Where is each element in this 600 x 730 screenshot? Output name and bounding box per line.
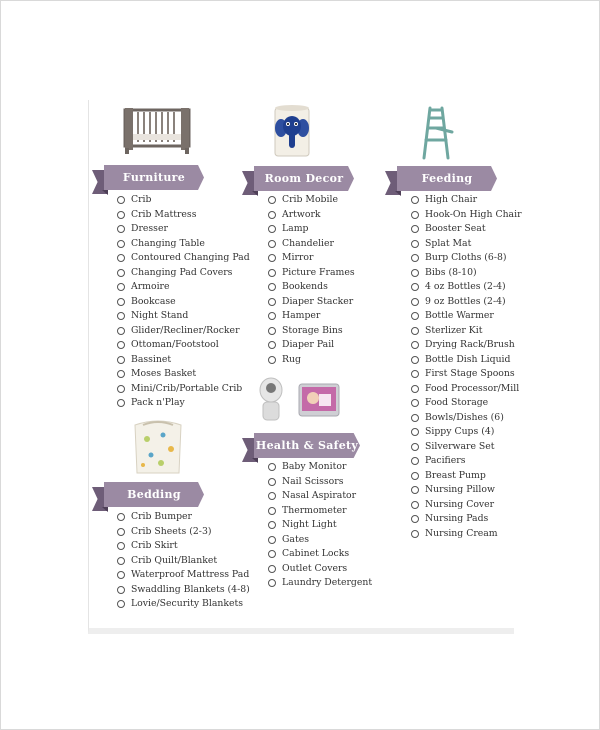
checklist-item-label: Nursing Cream [425, 527, 498, 539]
checkbox-circle-icon[interactable] [268, 507, 276, 515]
checklist-item-label: Contoured Changing Pad [131, 252, 250, 263]
checklist-item[interactable] [411, 469, 522, 484]
checklist-item[interactable] [411, 324, 522, 339]
checklist-item[interactable] [411, 396, 522, 411]
checklist-item-label: Changing Pad Covers [131, 266, 233, 278]
checklist-item[interactable] [268, 533, 372, 548]
checkbox-circle-icon[interactable] [411, 370, 419, 378]
checkbox-circle-icon[interactable] [117, 298, 125, 306]
checklist-item-label: Pack n'Play [131, 397, 185, 408]
checkbox-circle-icon[interactable] [411, 211, 419, 219]
checklist-item[interactable] [268, 460, 372, 475]
checklist-item-label: Laundry Detergent [282, 577, 373, 588]
checklist-item[interactable] [411, 382, 522, 397]
health-safety-title: Health & Safety [255, 439, 359, 452]
checkbox-circle-icon[interactable] [411, 385, 419, 393]
checkbox-circle-icon[interactable] [411, 399, 419, 407]
room-decor-title: Room Decor [264, 172, 344, 185]
checkbox-circle-icon[interactable] [268, 283, 276, 291]
checklist-item-label: Food Processor/Mill [425, 382, 520, 394]
checkbox-circle-icon[interactable] [117, 211, 125, 219]
checklist-item-label: Night Stand [131, 310, 189, 321]
checkbox-circle-icon[interactable] [268, 225, 276, 233]
checklist-item-label: Bassinet [131, 353, 172, 365]
checklist-item-label: Changing Table [131, 237, 205, 249]
checklist-item-label: Artwork [282, 208, 321, 220]
checkbox-circle-icon[interactable] [117, 513, 125, 521]
checkbox-circle-icon[interactable] [117, 385, 125, 393]
checkbox-circle-icon[interactable] [268, 356, 276, 364]
checklist-item-label: Bowls/Dishes (6) [425, 411, 504, 423]
baby-monitor-image [253, 374, 343, 422]
checkbox-circle-icon[interactable] [411, 327, 419, 335]
checklist-item[interactable] [268, 251, 355, 266]
checkbox-circle-icon[interactable] [117, 356, 125, 364]
checklist-item-label: Swaddling Blankets (4-8) [131, 583, 250, 595]
checkbox-circle-icon[interactable] [411, 356, 419, 364]
checkbox-circle-icon[interactable] [411, 312, 419, 320]
checkbox-circle-icon[interactable] [268, 579, 276, 587]
checklist-item[interactable] [411, 237, 522, 252]
checkbox-circle-icon[interactable] [411, 240, 419, 248]
furniture-ribbon [92, 165, 204, 190]
feeding-ribbon [385, 166, 497, 191]
checklist-item[interactable] [268, 475, 372, 490]
checklist-item-label: Bibs (8-10) [425, 266, 477, 278]
checklist-item[interactable] [117, 396, 250, 411]
checklist-item[interactable] [268, 547, 372, 562]
checkbox-circle-icon[interactable] [268, 463, 276, 471]
checkbox-circle-icon[interactable] [117, 254, 125, 262]
checklist-item[interactable] [411, 208, 522, 223]
checklist-item[interactable] [411, 280, 522, 295]
checkbox-circle-icon[interactable] [411, 428, 419, 436]
checklist-item[interactable] [411, 527, 522, 542]
checkbox-circle-icon[interactable] [411, 501, 419, 509]
checklist-item-label: Dresser [131, 223, 168, 234]
checkbox-circle-icon[interactable] [117, 370, 125, 378]
checkbox-circle-icon[interactable] [268, 327, 276, 335]
checkbox-circle-icon[interactable] [268, 254, 276, 262]
checkbox-circle-icon[interactable] [117, 341, 125, 349]
room-decor-ribbon [242, 166, 354, 191]
checklist-item[interactable] [411, 309, 522, 324]
checkbox-circle-icon[interactable] [268, 196, 276, 204]
checklist-item-label: Waterproof Mattress Pad [131, 569, 250, 580]
checkbox-circle-icon[interactable] [117, 557, 125, 565]
checklist-item[interactable] [268, 193, 355, 208]
checklist-item-label: Rug [282, 353, 301, 365]
furniture-list [117, 193, 250, 411]
storage-basket-image [129, 417, 187, 477]
checklist-item-label: Hook-On High Chair [425, 208, 522, 220]
checkbox-circle-icon[interactable] [117, 283, 125, 291]
furniture-title: Furniture [122, 171, 186, 184]
checklist-item[interactable] [268, 208, 355, 223]
checkbox-circle-icon[interactable] [268, 492, 276, 500]
checklist-item[interactable] [411, 367, 522, 382]
checklist-item[interactable] [411, 411, 522, 426]
checkbox-circle-icon[interactable] [117, 399, 125, 407]
checklist-item[interactable] [411, 512, 522, 527]
checklist-item-label: Nursing Pillow [425, 484, 495, 495]
checkbox-circle-icon[interactable] [117, 542, 125, 550]
checkbox-circle-icon[interactable] [411, 457, 419, 465]
checklist-item[interactable] [268, 324, 355, 339]
checklist-item-label: 4 oz Bottles (2-4) [425, 281, 506, 292]
checklist-item[interactable] [268, 338, 355, 353]
checklist-item[interactable] [268, 222, 355, 237]
checklist-item-label: Nursing Pads [425, 513, 489, 524]
checkbox-circle-icon[interactable] [268, 478, 276, 486]
checklist-item-label: Pacifiers [425, 455, 466, 466]
checklist-item[interactable] [411, 353, 522, 368]
checklist-item[interactable] [117, 309, 250, 324]
checklist-item-label: Nasal Aspirator [282, 490, 357, 501]
checklist-item-label: Crib Sheets (2-3) [131, 525, 212, 537]
checklist-item-label: Storage Bins [282, 324, 343, 336]
checklist-item-label: Bookends [282, 281, 328, 292]
checklist-item[interactable] [411, 266, 522, 281]
checklist-item[interactable] [411, 483, 522, 498]
checkbox-circle-icon[interactable] [117, 225, 125, 233]
checkbox-circle-icon[interactable] [117, 600, 125, 608]
checklist-item[interactable] [268, 309, 355, 324]
checklist-item[interactable] [411, 338, 522, 353]
checklist-item-label: Crib [131, 194, 152, 205]
checkbox-circle-icon[interactable] [411, 443, 419, 451]
checklist-item-label: Breast Pump [425, 469, 486, 481]
checklist-item[interactable] [117, 237, 250, 252]
checklist-item-label: Bottle Warmer [425, 310, 494, 321]
checkbox-circle-icon[interactable] [268, 536, 276, 544]
checklist-item[interactable] [117, 222, 250, 237]
checklist-item[interactable] [411, 295, 522, 310]
checkbox-circle-icon[interactable] [411, 298, 419, 306]
checklist-item[interactable] [117, 324, 250, 339]
checklist-item-label: Baby Monitor [282, 461, 347, 472]
checklist-item[interactable] [268, 576, 372, 591]
checklist-item[interactable] [411, 222, 522, 237]
checklist-item[interactable] [411, 498, 522, 513]
checklist-item-label: Burp Cloths (6-8) [425, 252, 507, 263]
checklist-item-label: Sippy Cups (4) [425, 426, 495, 437]
checklist-item-label: Lovie/Security Blankets [131, 598, 244, 609]
checklist-item-label: Nail Scissors [282, 475, 344, 487]
checklist-item[interactable] [117, 353, 250, 368]
checklist-item-label: Drying Rack/Brush [425, 339, 515, 350]
checklist-item[interactable] [411, 251, 522, 266]
checkbox-circle-icon[interactable] [411, 530, 419, 538]
checkbox-circle-icon[interactable] [268, 550, 276, 558]
checklist-item-label: Lamp [282, 223, 309, 234]
checklist-item[interactable] [268, 353, 355, 368]
checklist-item-label: Picture Frames [282, 266, 355, 278]
checkbox-circle-icon[interactable] [411, 414, 419, 422]
high-chair-image [416, 104, 456, 160]
checkbox-circle-icon[interactable] [411, 486, 419, 494]
checkbox-circle-icon[interactable] [117, 571, 125, 579]
checklist-item-label: Gates [282, 533, 309, 545]
health-safety-ribbon [242, 433, 360, 458]
checklist-item[interactable] [117, 367, 250, 382]
crib-image [122, 104, 192, 156]
checklist-item[interactable] [117, 525, 250, 540]
checklist-item-label: Cabinet Locks [282, 548, 350, 559]
checklist-item[interactable] [117, 382, 250, 397]
checklist-item-label: Booster Seat [425, 223, 486, 234]
checkbox-circle-icon[interactable] [411, 515, 419, 523]
checkbox-circle-icon[interactable] [117, 327, 125, 335]
checklist-item[interactable] [268, 504, 372, 519]
bedding-title: Bedding [127, 488, 181, 501]
checklist-item[interactable] [268, 280, 355, 295]
checkbox-circle-icon[interactable] [117, 586, 125, 594]
checklist-item-label: High Chair [425, 194, 478, 205]
checklist-item-label: Silverware Set [425, 440, 495, 452]
checklist-item-label: First Stage Spoons [425, 368, 515, 379]
checklist-item-label: Splat Mat [425, 237, 472, 249]
checkbox-circle-icon[interactable] [411, 225, 419, 233]
checklist-item-label: Armoire [131, 281, 170, 292]
checklist-item-label: Hamper [282, 310, 321, 321]
checklist-item[interactable] [411, 425, 522, 440]
checklist-item-label: Crib Quilt/Blanket [131, 554, 218, 566]
checklist-item-label: Moses Basket [131, 368, 197, 379]
checklist-item[interactable] [268, 266, 355, 281]
checklist-item[interactable] [117, 295, 250, 310]
checklist-item[interactable] [268, 295, 355, 310]
checklist-item[interactable] [411, 454, 522, 469]
checklist-item[interactable] [117, 597, 250, 612]
checklist-item-label: Glider/Recliner/Rocker [131, 324, 240, 336]
health-safety-list [268, 460, 372, 591]
checklist-sheet [88, 100, 522, 634]
checklist-item[interactable] [411, 440, 522, 455]
checkbox-circle-icon[interactable] [268, 312, 276, 320]
checkbox-circle-icon[interactable] [117, 240, 125, 248]
checkbox-circle-icon[interactable] [411, 341, 419, 349]
checkbox-circle-icon[interactable] [268, 565, 276, 573]
checklist-item-label: Crib Skirt [131, 540, 178, 551]
checkbox-circle-icon[interactable] [268, 521, 276, 529]
checklist-item-label: Ottoman/Footstool [131, 339, 219, 350]
checkbox-circle-icon[interactable] [117, 269, 125, 277]
checkbox-circle-icon[interactable] [268, 341, 276, 349]
feeding-list [411, 193, 522, 541]
checklist-item-label: Nursing Cover [425, 498, 495, 510]
checkbox-circle-icon[interactable] [117, 196, 125, 204]
checklist-item[interactable] [117, 554, 250, 569]
checklist-item[interactable] [117, 539, 250, 554]
checkbox-circle-icon[interactable] [268, 211, 276, 219]
checklist-item-label: 9 oz Bottles (2-4) [425, 295, 506, 307]
checkbox-circle-icon[interactable] [411, 269, 419, 277]
checklist-item[interactable] [117, 251, 250, 266]
checkbox-circle-icon[interactable] [268, 240, 276, 248]
checkbox-circle-icon[interactable] [268, 298, 276, 306]
checklist-item[interactable] [117, 266, 250, 281]
checklist-item[interactable] [268, 562, 372, 577]
checklist-item[interactable] [117, 510, 250, 525]
elephant-hamper-image [273, 104, 311, 158]
checklist-item-label: Diaper Pail [282, 339, 335, 350]
checklist-item[interactable] [268, 489, 372, 504]
bedding-ribbon [92, 482, 204, 507]
checkbox-circle-icon[interactable] [411, 196, 419, 204]
feeding-title: Feeding [421, 172, 473, 185]
checkbox-circle-icon[interactable] [268, 269, 276, 277]
checklist-item-label: Food Storage [425, 397, 489, 408]
checkbox-circle-icon[interactable] [411, 254, 419, 262]
checklist-item-label: Bottle Dish Liquid [425, 353, 511, 365]
checklist-item-label: Chandelier [282, 237, 334, 249]
checklist-item[interactable] [117, 280, 250, 295]
checklist-item-label: Mirror [282, 252, 314, 263]
room-decor-list [268, 193, 355, 367]
checklist-item-label: Night Light [282, 519, 337, 530]
checklist-item[interactable] [117, 208, 250, 223]
checkbox-circle-icon[interactable] [411, 472, 419, 480]
checkbox-circle-icon[interactable] [117, 312, 125, 320]
checklist-item[interactable] [117, 193, 250, 208]
bedding-list [117, 510, 250, 612]
checklist-item-label: Mini/Crib/Portable Crib [131, 382, 243, 394]
checklist-item-label: Sterlizer Kit [425, 324, 483, 336]
checkbox-circle-icon[interactable] [411, 283, 419, 291]
checklist-item[interactable] [268, 237, 355, 252]
checklist-item-label: Crib Bumper [131, 511, 192, 522]
checkbox-circle-icon[interactable] [117, 528, 125, 536]
checklist-item-label: Crib Mobile [282, 194, 338, 205]
checklist-item[interactable] [268, 518, 372, 533]
checklist-item-label: Thermometer [282, 504, 347, 516]
checklist-item[interactable] [117, 568, 250, 583]
checklist-item-label: Crib Mattress [131, 208, 197, 220]
checklist-item[interactable] [117, 338, 250, 353]
checklist-item-label: Bookcase [131, 295, 176, 307]
checklist-item[interactable] [411, 193, 522, 208]
checklist-item-label: Diaper Stacker [282, 295, 354, 307]
checklist-item-label: Outlet Covers [282, 562, 348, 574]
checklist-item[interactable] [117, 583, 250, 598]
